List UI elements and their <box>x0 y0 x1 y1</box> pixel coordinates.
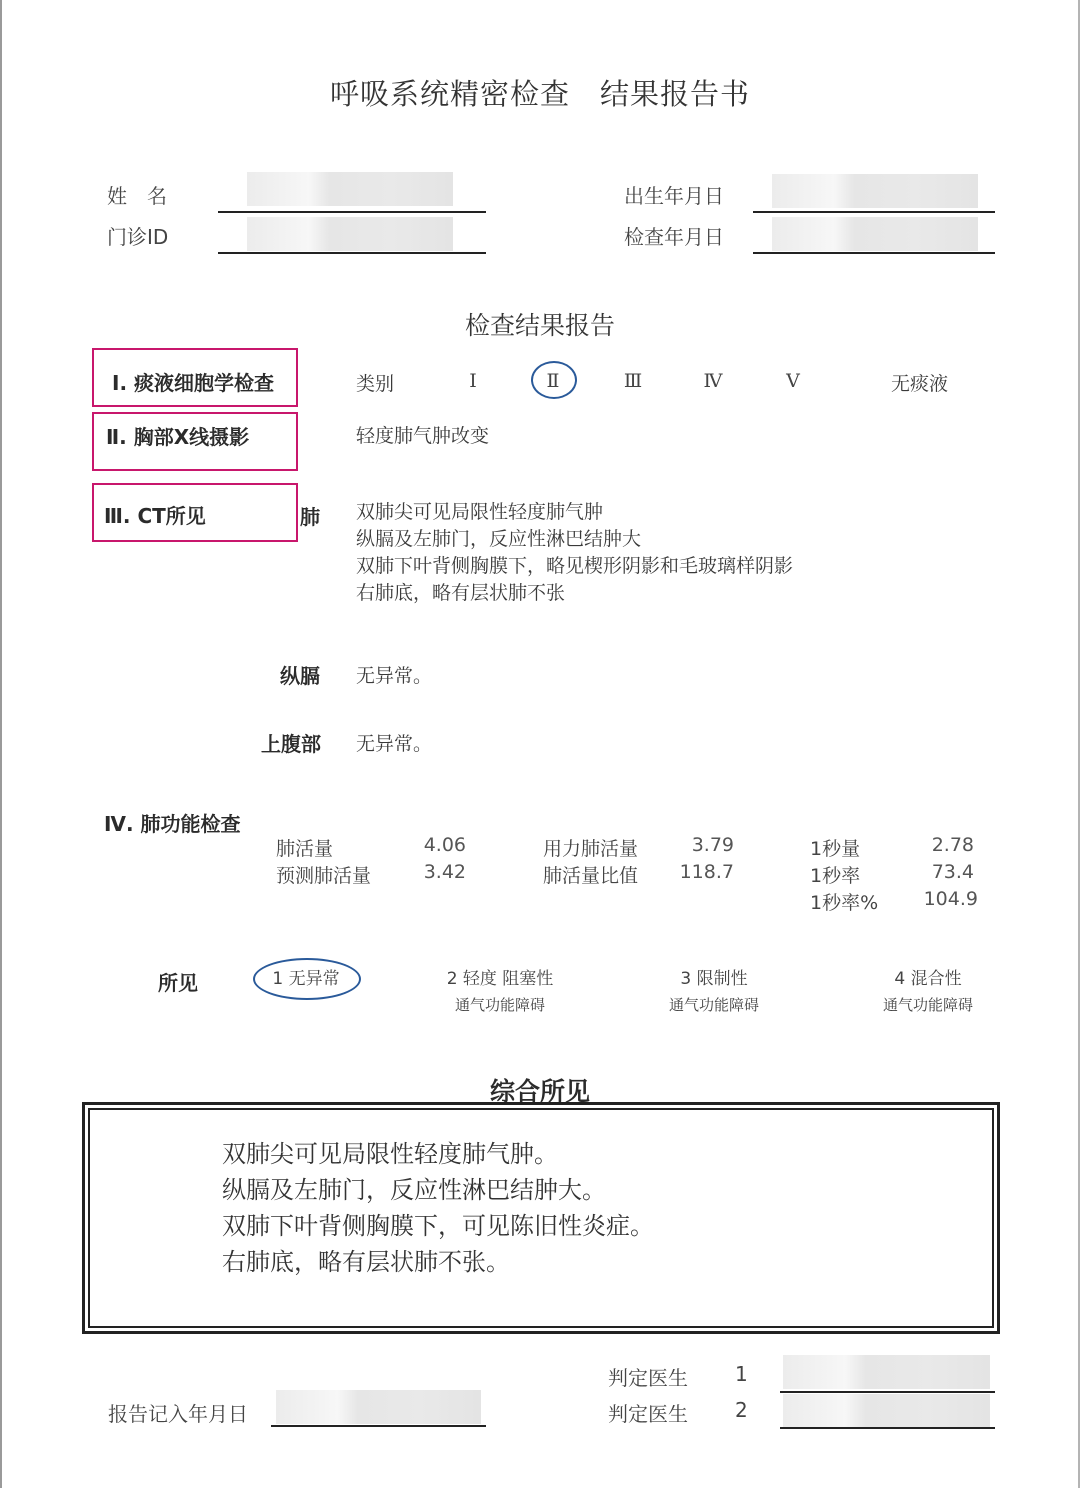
outpatient-id-label: 门诊ID <box>107 225 169 249</box>
ct-section-label: Ⅲ. CT所见 <box>104 504 206 528</box>
pf-fev1-percent-label: 1秒率% <box>810 892 879 914</box>
document-title: 呼吸系统精密检查 结果报告书 <box>329 77 750 111</box>
pf-fev1-ratio-value: 73.4 <box>931 861 974 883</box>
name-underline <box>218 211 486 213</box>
exam-date-redacted <box>772 217 978 251</box>
pulmonary-function-label: Ⅳ. 肺功能检查 <box>104 812 241 836</box>
birth-date-underline <box>753 211 995 213</box>
report-date-underline <box>271 1425 486 1427</box>
summary-line: 双肺尖可见局限性轻度肺气肿。 <box>222 1140 558 1168</box>
ct-mediastinum-label: 纵膈 <box>280 664 320 688</box>
sputum-class-1: Ⅰ <box>469 370 477 392</box>
pf-option-3-line1: 3 限制性 <box>680 969 748 989</box>
exam-date-underline <box>753 252 995 254</box>
report-section-title: 检查结果报告 <box>464 311 615 340</box>
pf-fvc-value: 3.79 <box>691 834 734 856</box>
birth-date-label: 出生年月日 <box>624 184 724 208</box>
ct-lung-label: 肺 <box>300 505 320 529</box>
pf-option-2 <box>420 966 580 1018</box>
pf-option-1 <box>252 966 360 992</box>
ct-lung-finding-line: 双肺下叶背侧胸膜下，略见楔形阴影和毛玻璃样阴影 <box>356 555 794 577</box>
page-edge-left <box>0 0 2 1488</box>
pf-option-4-line1: 4 混合性 <box>894 969 962 989</box>
name-label: 姓 名 <box>107 184 167 208</box>
pf-option-4-line2: 通气功能障碍 <box>882 996 973 1014</box>
sputum-class-3: Ⅲ <box>623 370 643 392</box>
doctor-2-redacted <box>783 1394 990 1428</box>
sputum-section-label: Ⅰ. 痰液细胞学检查 <box>112 371 275 395</box>
xray-section-label: Ⅱ. 胸部X线摄影 <box>106 425 250 449</box>
pf-fev1-ratio-label: 1秒率 <box>810 865 861 887</box>
outpatient-id-redacted <box>247 217 453 251</box>
sputum-class-2: Ⅱ <box>546 370 560 392</box>
name-redacted <box>247 172 453 206</box>
summary-line: 纵膈及左肺门，反应性淋巴结肿大。 <box>222 1176 606 1204</box>
summary-line: 右肺底，略有层状肺不张。 <box>222 1248 510 1276</box>
pf-option-3 <box>634 966 794 1018</box>
report-date-label: 报告记入年月日 <box>108 1402 248 1426</box>
pf-option-2-line2: 通气功能障碍 <box>454 996 545 1014</box>
sputum-category-label: 类别 <box>356 373 395 395</box>
pf-vc-ratio-value: 118.7 <box>679 861 734 883</box>
doctor-1-underline <box>780 1391 995 1393</box>
doctor-1-number: 1 <box>735 1362 748 1386</box>
ct-lung-finding-line: 纵膈及左肺门，反应性淋巴结肿大 <box>356 528 642 550</box>
summary-title: 综合所见 <box>489 1077 590 1106</box>
no-sputum-label: 无痰液 <box>891 373 949 395</box>
pf-vital-capacity-value: 4.06 <box>423 834 466 856</box>
pf-option-3-line2: 通气功能障碍 <box>668 996 759 1014</box>
doctor-2-underline <box>780 1427 995 1429</box>
birth-date-redacted <box>772 174 978 208</box>
ct-upper-abdomen-finding: 无异常。 <box>356 733 433 755</box>
pf-fev1-percent-value: 104.9 <box>923 888 978 910</box>
xray-finding: 轻度肺气肿改变 <box>356 425 490 447</box>
doctor-1-redacted <box>783 1355 990 1389</box>
doctor-1-label: 判定医生 <box>608 1366 688 1390</box>
summary-line: 双肺下叶背侧胸膜下，可见陈旧性炎症。 <box>222 1212 654 1240</box>
doctor-2-label: 判定医生 <box>608 1402 688 1426</box>
doctor-2-number: 2 <box>735 1398 748 1422</box>
report-date-redacted <box>276 1390 481 1424</box>
pf-vc-ratio-label: 肺活量比值 <box>543 865 639 887</box>
pf-fev1-label: 1秒量 <box>810 838 861 860</box>
ct-mediastinum-finding: 无异常。 <box>356 665 433 687</box>
pf-option-1-line1: 1 无异常 <box>272 969 340 989</box>
sputum-class-4: Ⅳ <box>703 370 723 392</box>
ct-upper-abdomen-label: 上腹部 <box>261 732 321 756</box>
pf-option-2-line1: 2 轻度 阻塞性 <box>446 969 554 989</box>
pf-fvc-label: 用力肺活量 <box>543 838 639 860</box>
pf-fev1-value: 2.78 <box>931 834 974 856</box>
pf-findings-label: 所见 <box>158 971 198 995</box>
ct-lung-finding-line: 右肺底，略有层状肺不张 <box>356 582 566 604</box>
outpatient-id-underline <box>218 252 486 254</box>
pf-predicted-vc-label: 预测肺活量 <box>276 865 372 887</box>
pf-predicted-vc-value: 3.42 <box>423 861 466 883</box>
ct-lung-finding-line: 双肺尖可见局限性轻度肺气肿 <box>356 501 604 523</box>
pf-option-4 <box>848 966 1008 1018</box>
ct-lung-findings <box>356 499 793 607</box>
sputum-class-selection-circle <box>531 361 577 399</box>
pf-vital-capacity-label: 肺活量 <box>276 838 334 860</box>
sputum-class-5: Ⅴ <box>786 370 800 392</box>
summary-lines <box>222 1136 654 1280</box>
exam-date-label: 检查年月日 <box>624 225 724 249</box>
